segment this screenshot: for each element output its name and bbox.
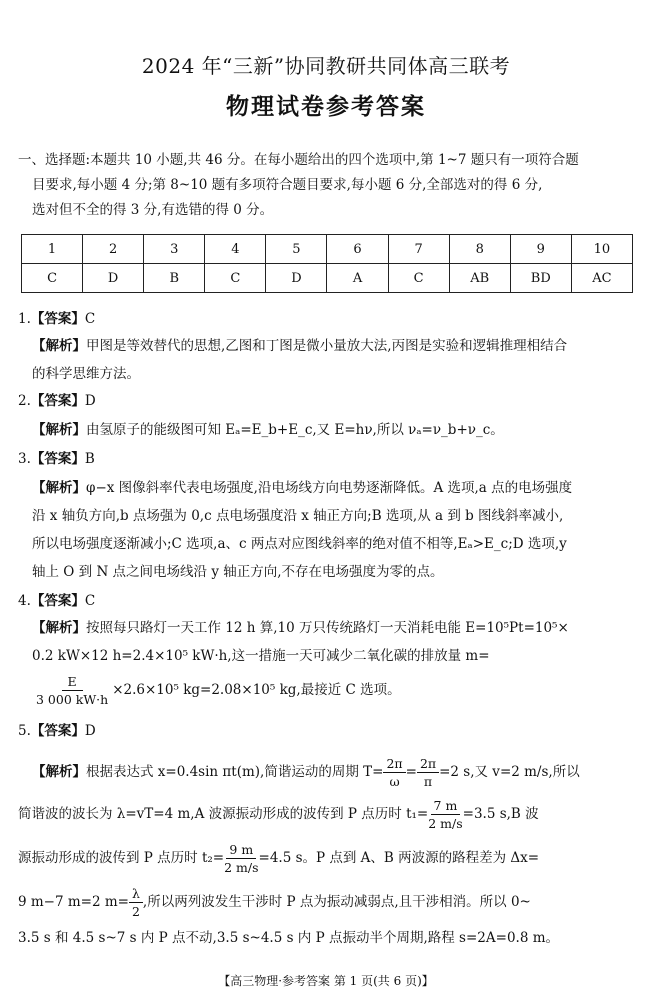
explanation-label: 【解析】 (32, 480, 86, 496)
intro-line: 目要求,每小题 4 分;第 8~10 题有多项符合题目要求,每小题 6 分,全部选对的得 6 分, (32, 177, 543, 193)
table-cell: BD (510, 264, 571, 293)
table-cell: C (388, 264, 449, 293)
answer-table (21, 234, 633, 293)
answer-label: 【答案】 (30, 593, 85, 609)
q4-answer-line (18, 588, 638, 614)
table-cell: C (205, 264, 266, 293)
q1-answer-line (18, 306, 638, 332)
q3-answer-line (18, 446, 638, 472)
explanation-text: ,所以两列波发生干涉时 P 点为振动减弱点,且干涉相消。所以 0~ (142, 893, 531, 910)
q4-explanation (32, 614, 638, 710)
explanation-label: 【解析】 (32, 763, 86, 780)
explanation-text: 沿 x 轴负方向,b 点场强为 0,c 点电场强度沿 x 轴正方向;B 选项,从 a 到 b 图线斜率减小, (32, 508, 564, 524)
table-cell: AC (571, 264, 632, 293)
question-number: 3. (18, 451, 31, 467)
intro-line: 一、选择题:本题共 10 小题,共 46 分。在每小题给出的四个选项中,第 1~7 题只有一项符合题 (18, 152, 579, 168)
numerator: 2π (383, 755, 405, 773)
table-cell: 10 (571, 235, 632, 264)
denominator: 3 000 kW·h (36, 691, 109, 707)
question-number: 1. (18, 311, 31, 327)
fraction (32, 673, 112, 708)
answer-label: 【答案】 (30, 393, 85, 409)
q2-answer-line (18, 388, 638, 414)
formula-line (18, 880, 638, 924)
table-cell: 6 (327, 235, 388, 264)
answer-value: B (84, 451, 95, 467)
explanation-text: 所以电场强度逐渐减小;C 选项,a、c 两点对应图线斜率的绝对值不相等,Eₐ>E_c;D 选项,y (32, 536, 567, 552)
exam-title: 2024 年“三新”协同教研共同体高三联考 (141, 54, 511, 78)
fraction (129, 885, 143, 920)
fraction (383, 755, 405, 790)
denominator: 2 m/s (224, 859, 259, 875)
answer-label: 【答案】 (30, 311, 85, 327)
explanation-text: =2 s,又 v=2 m/s,所以 (439, 763, 580, 780)
numerator: λ (129, 885, 143, 903)
table-cell: 1 (22, 235, 83, 264)
explanation-text: ×2.6×10⁵ kg=2.08×10⁵ kg,最接近 C 选项。 (112, 682, 401, 698)
table-cell: 7 (388, 235, 449, 264)
answer-value: C (84, 593, 96, 609)
answer-value: C (84, 311, 96, 327)
fraction (224, 841, 258, 876)
explanation-text: 0.2 kW×12 h=2.4×10⁵ kW·h,这一措施一天可减少二氧化碳的排放量 m= (32, 648, 490, 664)
explanation-text: 9 m−7 m=2 m= (18, 893, 129, 910)
q5-answer-line (18, 718, 638, 744)
explanation-text: 按照每只路灯一天工作 12 h 算,10 万只传统路灯一天消耗电能 E=10⁵Pt=10⁵× (86, 620, 569, 636)
question-number: 4. (18, 593, 31, 609)
question-number: 5. (18, 723, 31, 739)
formula-line (18, 836, 638, 880)
denominator: π (423, 773, 433, 789)
formula-line (32, 752, 638, 792)
answer-key-title: 物理试卷参考答案 (226, 93, 426, 120)
explanation-text: =4.5 s。P 点到 A、B 两波源的路程差为 Δx= (258, 849, 540, 866)
explanation-text: 由氢原子的能级图可知 Eₐ=E_b+E_c,又 E=hν,所以 νₐ=ν_b+ν_c。 (86, 422, 504, 438)
intro-line: 选对但不全的得 3 分,有选错的得 0 分。 (32, 202, 274, 218)
numerator: 9 m (226, 841, 256, 859)
explanation-text: 甲图是等效替代的思想,乙图和丁图是微小量放大法,丙图是实验和逻辑推理相结合 (86, 338, 568, 354)
q3-explanation (32, 474, 638, 586)
explanation-label: 【解析】 (32, 620, 86, 636)
q1-explanation (32, 332, 638, 388)
table-cell: D (83, 264, 144, 293)
answer-value: D (84, 393, 96, 409)
denominator: 2 (131, 903, 140, 919)
explanation-text: 3.5 s 和 4.5 s~7 s 内 P 点不动,3.5 s~4.5 s 内 P 点振动半个周期,路程 s=2A=0.8 m。 (18, 930, 560, 946)
numerator: E (62, 673, 83, 691)
equals-sign: = (405, 763, 417, 780)
q2-explanation (32, 416, 638, 444)
answer-label: 【答案】 (30, 723, 85, 739)
table-cell: 9 (510, 235, 571, 264)
table-cell: D (266, 264, 327, 293)
denominator: 2 m/s (428, 815, 463, 831)
table-cell: 4 (205, 235, 266, 264)
page-footer: 【高三物理·参考答案 第 1 页(共 6 页)】 (218, 974, 434, 988)
table-cell: 2 (83, 235, 144, 264)
section-intro (18, 148, 638, 223)
fraction (417, 755, 439, 790)
explanation-text: 根据表达式 x=0.4sin πt(m),简谐运动的周期 T= (86, 763, 384, 780)
question-number-row (22, 235, 633, 264)
table-cell: B (144, 264, 205, 293)
answer-row (22, 264, 633, 293)
answer-value: D (84, 723, 96, 739)
explanation-text: 的科学思维方法。 (32, 366, 140, 382)
q5-explanation (18, 752, 638, 952)
question-number: 2. (18, 393, 31, 409)
formula-line (32, 670, 638, 710)
explanation-label: 【解析】 (32, 338, 86, 354)
table-cell: 8 (449, 235, 510, 264)
explanation-label: 【解析】 (32, 422, 86, 438)
explanation-text: 简谐波的波长为 λ=vT=4 m,A 波源振动形成的波传到 P 点历时 t₁= (18, 805, 429, 822)
explanation-text: 轴上 O 到 N 点之间电场线沿 y 轴正方向,不存在电场强度为零的点。 (32, 564, 444, 580)
table-cell: 5 (266, 235, 327, 264)
numerator: 2π (417, 755, 439, 773)
explanation-text: 源振动形成的波传到 P 点历时 t₂= (18, 849, 225, 866)
explanation-text: φ−x 图像斜率代表电场强度,沿电场线方向电势逐渐降低。A 选项,a 点的电场强度 (86, 480, 573, 496)
fraction (428, 797, 462, 832)
table-cell: A (327, 264, 388, 293)
explanation-text: =3.5 s,B 波 (462, 805, 539, 822)
denominator: ω (389, 773, 400, 789)
table-cell: AB (449, 264, 510, 293)
numerator: 7 m (431, 797, 461, 815)
answer-label: 【答案】 (30, 451, 85, 467)
formula-line (18, 792, 638, 836)
table-cell: 3 (144, 235, 205, 264)
table-cell: C (22, 264, 83, 293)
